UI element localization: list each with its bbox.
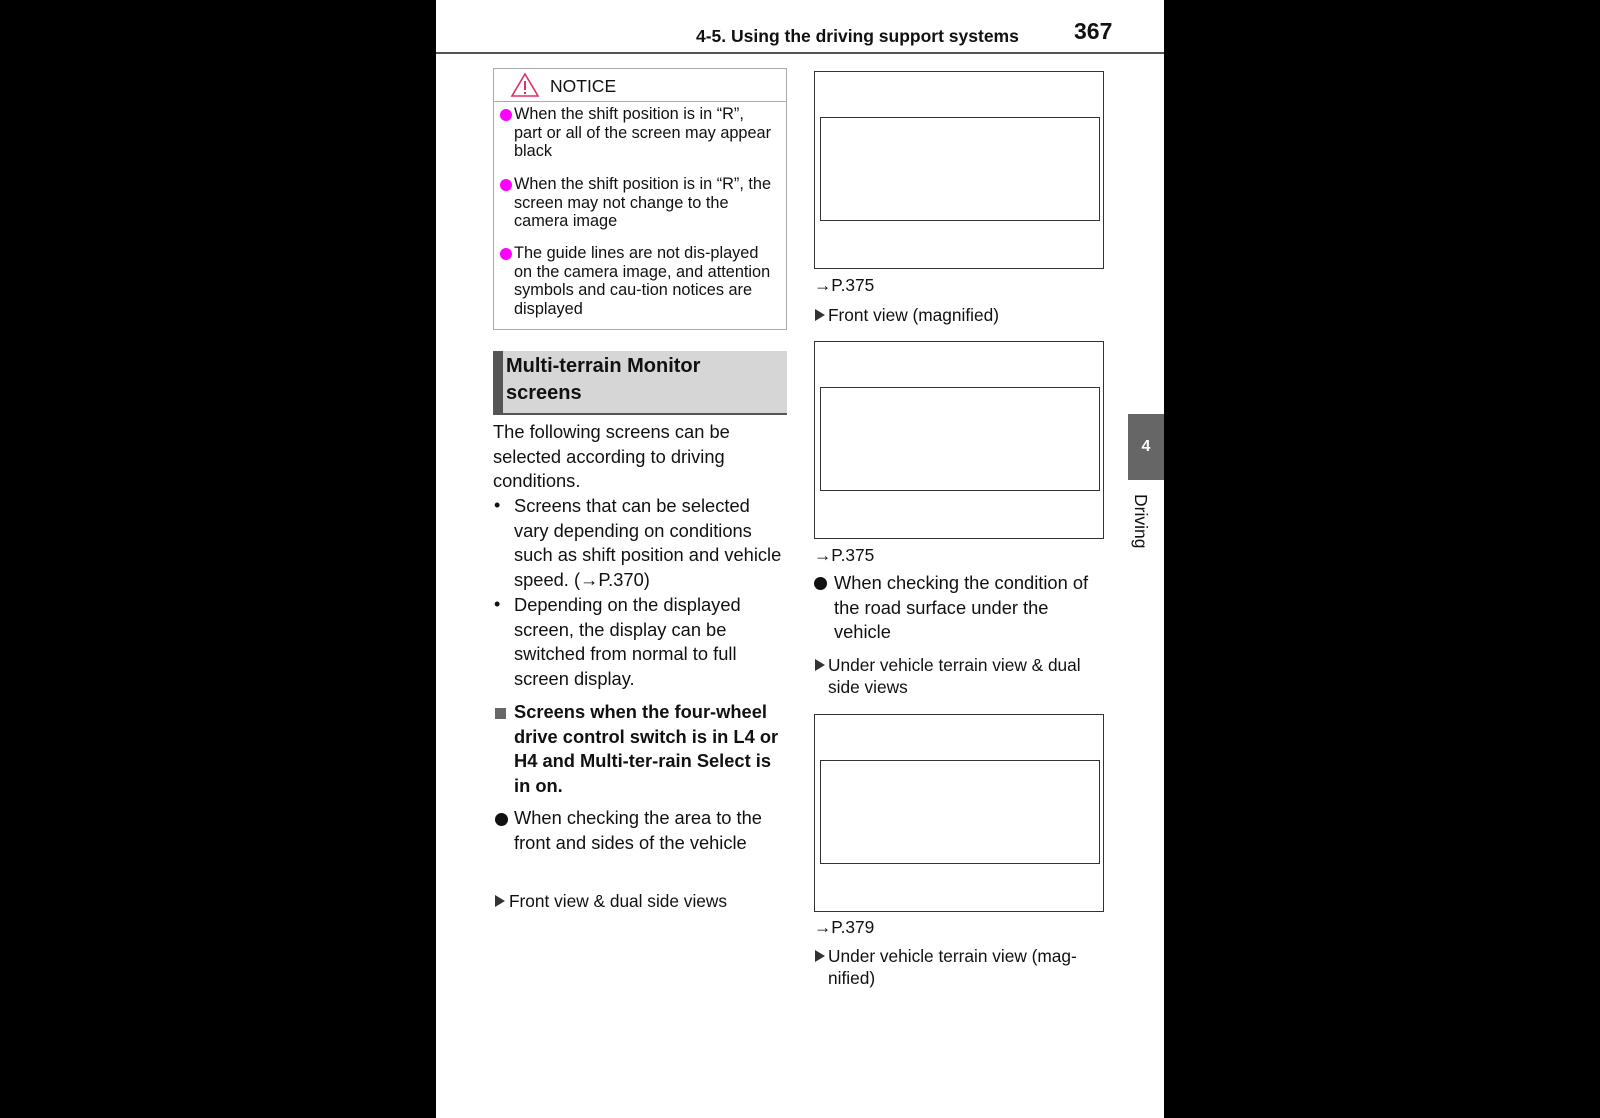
screen-image-area bbox=[820, 117, 1100, 221]
page-reference: →P.375 bbox=[814, 545, 875, 565]
warning-triangle-icon bbox=[510, 72, 540, 98]
screen-illustration bbox=[814, 71, 1104, 269]
bullet-dot-icon bbox=[500, 109, 512, 121]
round-bullet-icon bbox=[814, 577, 827, 590]
notice-box bbox=[493, 68, 787, 330]
square-bullet-icon bbox=[495, 708, 506, 719]
view-caption: Front view (magnified) bbox=[828, 305, 999, 325]
bullet-icon: • bbox=[494, 495, 501, 515]
triangle-bullet-icon bbox=[815, 659, 825, 671]
bullet-dot-icon bbox=[500, 179, 512, 191]
chapter-label: Driving bbox=[1131, 494, 1151, 549]
notice-item-text: When the shift position is in “R”, part or all of the screen may appear black bbox=[514, 105, 772, 160]
triangle-bullet-icon bbox=[495, 895, 505, 907]
page-reference: →P.375 bbox=[814, 275, 875, 295]
bullet-dot-icon bbox=[500, 248, 512, 260]
notice-item bbox=[514, 244, 776, 318]
condition-road-text: When checking the condition of the road surface under the vehicle bbox=[834, 572, 1089, 643]
view-caption: Front view & dual side views bbox=[509, 891, 728, 911]
notice-header bbox=[494, 69, 786, 102]
bullet-icon: • bbox=[494, 594, 501, 614]
chapter-tab[interactable]: 4 bbox=[1128, 414, 1164, 480]
round-bullet-icon bbox=[495, 813, 508, 826]
triangle-bullet-icon bbox=[815, 950, 825, 962]
condition-front-text: When checking the area to the front and sides of the vehicle bbox=[514, 807, 762, 853]
notice-item-text: When the shift position is in “R”, the screen may not change to the camera image bbox=[514, 175, 771, 230]
section-heading-text: Multi-terrain Monitor screens bbox=[506, 355, 701, 404]
page-number: 367 bbox=[1074, 18, 1113, 44]
page-reference: →P.379 bbox=[814, 917, 875, 937]
notice-item bbox=[514, 105, 776, 161]
running-header bbox=[436, 0, 1164, 54]
bullet-text: Screens that can be selected vary depending on conditions such as shift position and vehicle speed. (→P.370) bbox=[514, 495, 782, 591]
view-caption: Under vehicle terrain view & dual side views bbox=[828, 655, 1081, 697]
bullet-text: Depending on the displayed screen, the display can be switched from normal to full screen display. bbox=[514, 594, 741, 690]
notice-item bbox=[514, 175, 776, 231]
manual-page bbox=[436, 0, 1164, 1118]
notice-item-text: The guide lines are not dis-played on the camera image, and attention symbols and cau-tion notices are displayed bbox=[514, 244, 771, 318]
triangle-bullet-icon bbox=[815, 309, 825, 321]
heading-accent-bar bbox=[493, 351, 503, 413]
subheading: Screens when the four-wheel drive control switch is in L4 or H4 and Multi-ter-rain Select is in on. bbox=[514, 701, 779, 797]
notice-title: NOTICE bbox=[550, 76, 617, 96]
view-caption: Under vehicle terrain view (mag-nified) bbox=[828, 946, 1077, 988]
screen-image-area bbox=[820, 760, 1100, 864]
section-title: 4-5. Using the driving support systems bbox=[696, 26, 1019, 46]
screen-image-area bbox=[820, 387, 1100, 491]
screen-illustration bbox=[814, 714, 1104, 912]
section-heading bbox=[493, 351, 787, 415]
screen-illustration bbox=[814, 341, 1104, 539]
intro-paragraph: The following screens can be selected according to driving conditions. bbox=[493, 421, 730, 492]
